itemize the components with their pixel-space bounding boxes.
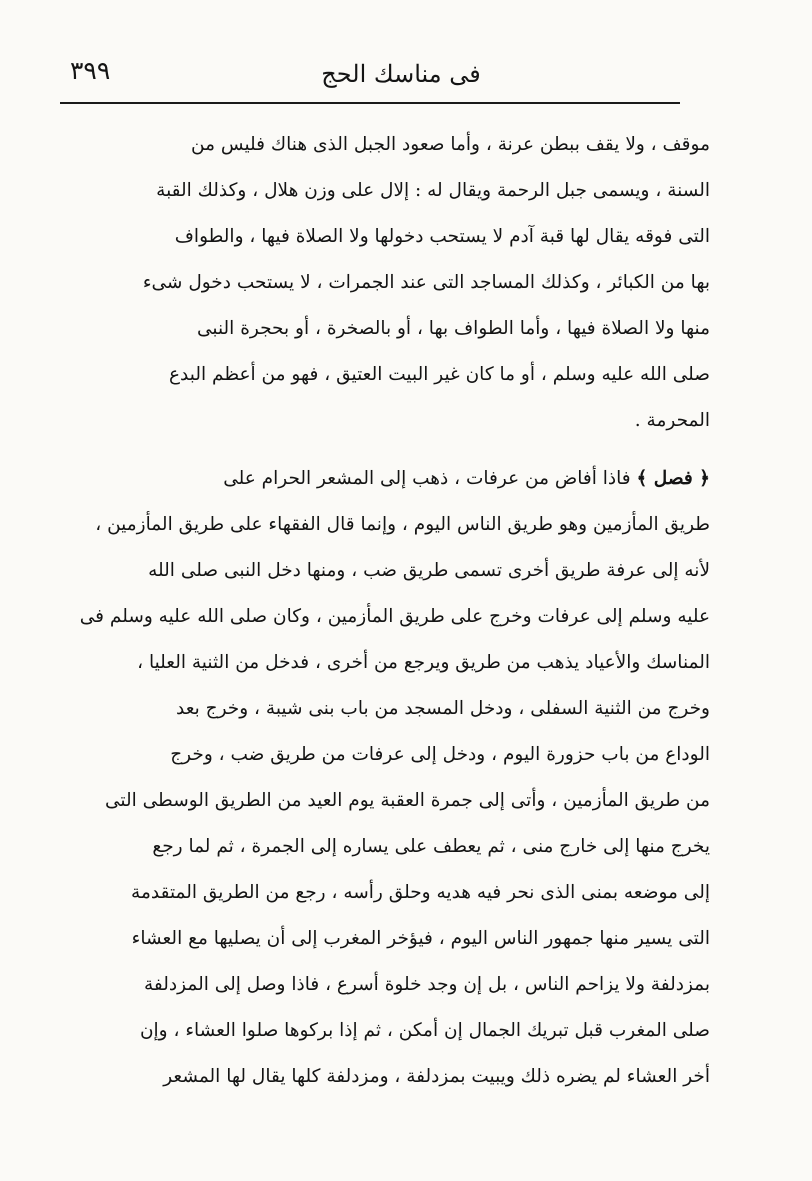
section-first-line-text: فاذا أفاض من عرفات ، ذهب إلى المشعر الحرام على [223, 468, 631, 489]
text-line: عليه وسلم إلى عرفات وخرج على طريق المأزمين ، وكان صلى الله عليه وسلم فى [79, 606, 710, 627]
text-line: بمزدلفة ولا يزاحم الناس ، بل إن وجد خلوة أسرع ، فاذا وصل إلى المزدلفة [144, 974, 710, 995]
text-line: إلى موضعه بمنى الذى نحر فيه هديه وحلق رأسه ، رجع من الطريق المتقدمة [131, 882, 710, 903]
text-line: بها من الكبائر ، وكذلك المساجد التى عند الجمرات ، لا يستحب دخول شىء [142, 272, 710, 293]
section-heading-line [56, 456, 710, 502]
text-line: المحرمة . [634, 410, 710, 431]
text-line: السنة ، ويسمى جبل الرحمة ويقال له : إلال على وزن هلال ، وكذلك القبة [156, 180, 710, 201]
header-rule [60, 102, 680, 104]
body-text [56, 122, 710, 1100]
text-line: التى فوقه يقال لها قبة آدم لا يستحب دخولها ولا الصلاة فيها ، والطواف [174, 226, 710, 247]
text-line: المناسك والأعياد يذهب من طريق ويرجع من أخرى ، فدخل من الثنية العليا ، [137, 652, 710, 673]
text-line: الوداع من باب حزورة اليوم ، ودخل إلى عرفات من طريق ضب ، وخرج [170, 744, 710, 765]
page-number: ٣٩٩ [70, 56, 111, 85]
page-header [60, 58, 742, 98]
section-marker: ﴿ فصل ﴾ [636, 468, 710, 489]
text-line: منها ولا الصلاة فيها ، وأما الطواف بها ، أو بالصخرة ، أو بحجرة النبى [196, 318, 710, 339]
text-line: أخر العشاء لم يضره ذلك ويبيت بمزدلفة ، ومزدلفة كلها يقال لها المشعر [163, 1066, 710, 1087]
text-line: صلى الله عليه وسلم ، أو ما كان غير البيت العتيق ، فهو من أعظم البدع [169, 364, 710, 385]
text-line: وخرج من الثنية السفلى ، ودخل المسجد من باب بنى شيبة ، وخرج بعد [175, 698, 710, 719]
text-line: يخرج منها إلى خارج منى ، ثم يعطف على يساره إلى الجمرة ، ثم لما رجع [152, 836, 710, 857]
text-line: من طريق المأزمين ، وأتى إلى جمرة العقبة يوم العيد من الطريق الوسطى التى [104, 790, 710, 811]
text-line: التى يسير منها جمهور الناس اليوم ، فيؤخر المغرب إلى أن يصليها مع العشاء [131, 928, 710, 949]
text-line: صلى المغرب قبل تبريك الجمال إن أمكن ، ثم إذا بركوها صلوا العشاء ، وإن [139, 1020, 710, 1041]
running-title: فى مناسك الحج [321, 60, 481, 88]
text-line: لأنه إلى عرفة طريق أخرى تسمى طريق ضب ، ومنها دخل النبى صلى الله [148, 560, 710, 581]
text-line: موقف ، ولا يقف ببطن عرنة ، وأما صعود الجبل الذى هناك فليس من [191, 134, 710, 155]
text-line: طريق المأزمين وهو طريق الناس اليوم ، وإنما قال الفقهاء على طريق المأزمين ، [95, 514, 710, 535]
